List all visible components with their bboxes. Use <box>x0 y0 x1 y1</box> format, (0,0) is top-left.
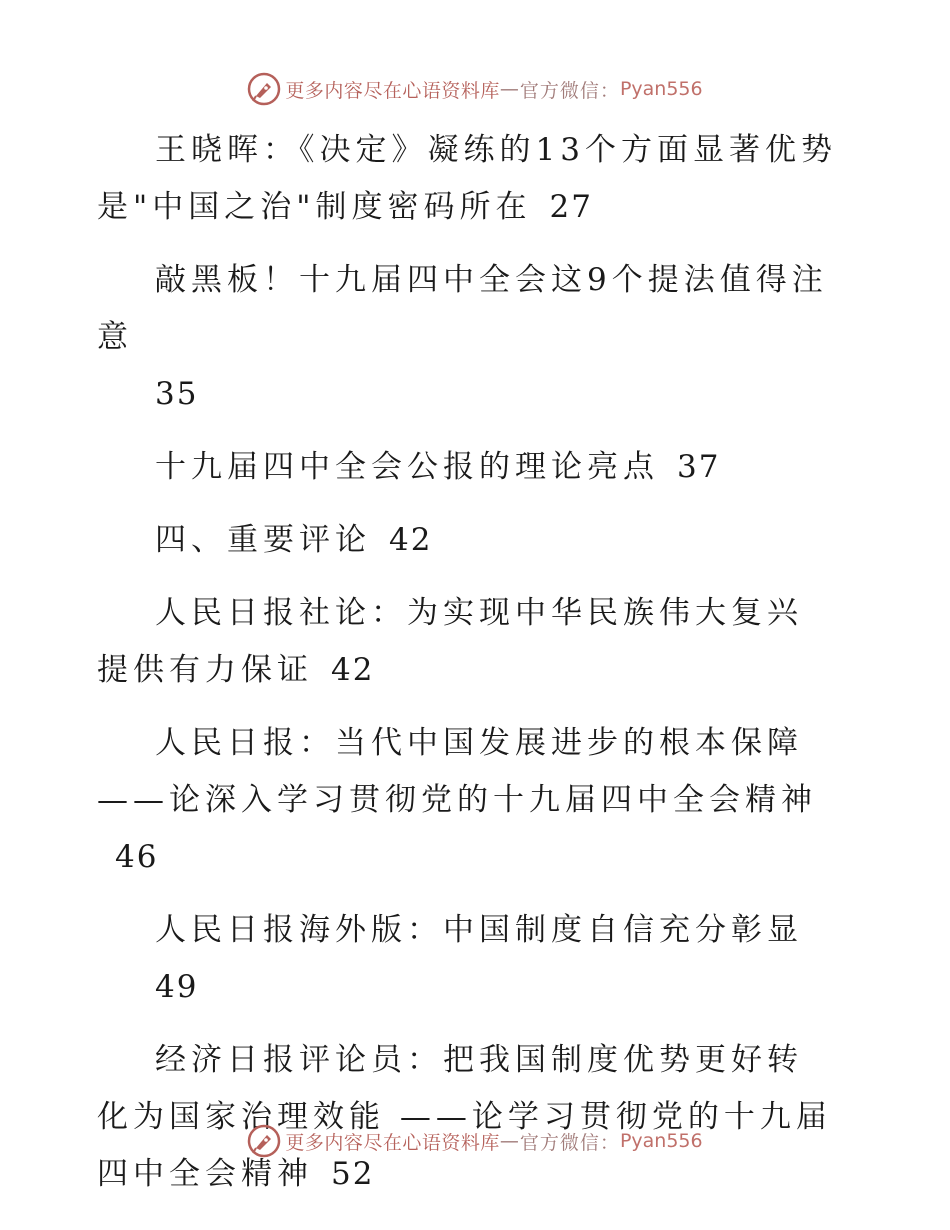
toc-entry-title: 十九届四中全会公报的理论亮点 <box>155 449 659 485</box>
toc-entry-title: 王晓晖：《决定》凝练的13个方面显著优势是"中国之治"制度密码所在 <box>97 132 837 225</box>
toc-entry[interactable] <box>97 122 837 236</box>
watermark-footer <box>0 1124 950 1158</box>
toc-entry[interactable] <box>97 902 837 1016</box>
toc-entry[interactable] <box>97 439 837 496</box>
watermark-label: 官方微信： <box>519 1131 620 1154</box>
toc-entry-page: 46 <box>115 839 159 875</box>
toc-entry-page: 42 <box>389 522 433 558</box>
toc-entry-title: 四、重要评论 <box>155 522 371 558</box>
toc-entry-page: 37 <box>677 449 721 485</box>
watermark-text: 更多内容尽在心语资料库 <box>285 79 500 102</box>
toc-entry-title: 敲黑板！十九届四中全会这9个提法值得注意 <box>97 262 828 355</box>
toc-entry-title: 经济日报评论员：把我国制度优势更好转化为国家治理效能 ——论学习贯彻党的十九届四中全会精神 <box>97 1042 832 1192</box>
watermark-handle: Pyan556 <box>619 1130 703 1152</box>
toc-entry-title: 人民日报社论：为实现中华民族伟大复兴提供有力保证 <box>97 595 803 688</box>
watermark-separator: — <box>499 78 520 100</box>
watermark-handle: Pyan556 <box>619 78 703 100</box>
toc-entry[interactable] <box>97 1032 837 1203</box>
pen-nib-logo-icon <box>247 1124 281 1158</box>
toc-entry[interactable] <box>97 715 837 886</box>
table-of-contents <box>97 122 837 1219</box>
toc-entry[interactable] <box>97 585 837 699</box>
watermark-label: 官方微信： <box>519 79 620 102</box>
watermark-separator: — <box>499 1130 520 1152</box>
toc-entry-page: 52 <box>331 1156 375 1192</box>
toc-entry-title: 人民日报：当代中国发展进步的根本保障 ——论深入学习贯彻党的十九届四中全会精神 <box>97 725 817 818</box>
watermark-header <box>0 72 950 106</box>
toc-entry-page: 42 <box>331 652 375 688</box>
watermark-text: 更多内容尽在心语资料库 <box>285 1131 500 1154</box>
toc-entry[interactable] <box>97 512 837 569</box>
toc-entry-title: 人民日报海外版：中国制度自信充分彰显 <box>155 912 803 948</box>
toc-entry-page: 49 <box>155 969 199 1005</box>
toc-entry[interactable] <box>97 252 837 423</box>
toc-entry-page: 35 <box>155 376 199 412</box>
pen-nib-logo-icon <box>247 72 281 106</box>
toc-entry-page: 27 <box>549 189 593 225</box>
